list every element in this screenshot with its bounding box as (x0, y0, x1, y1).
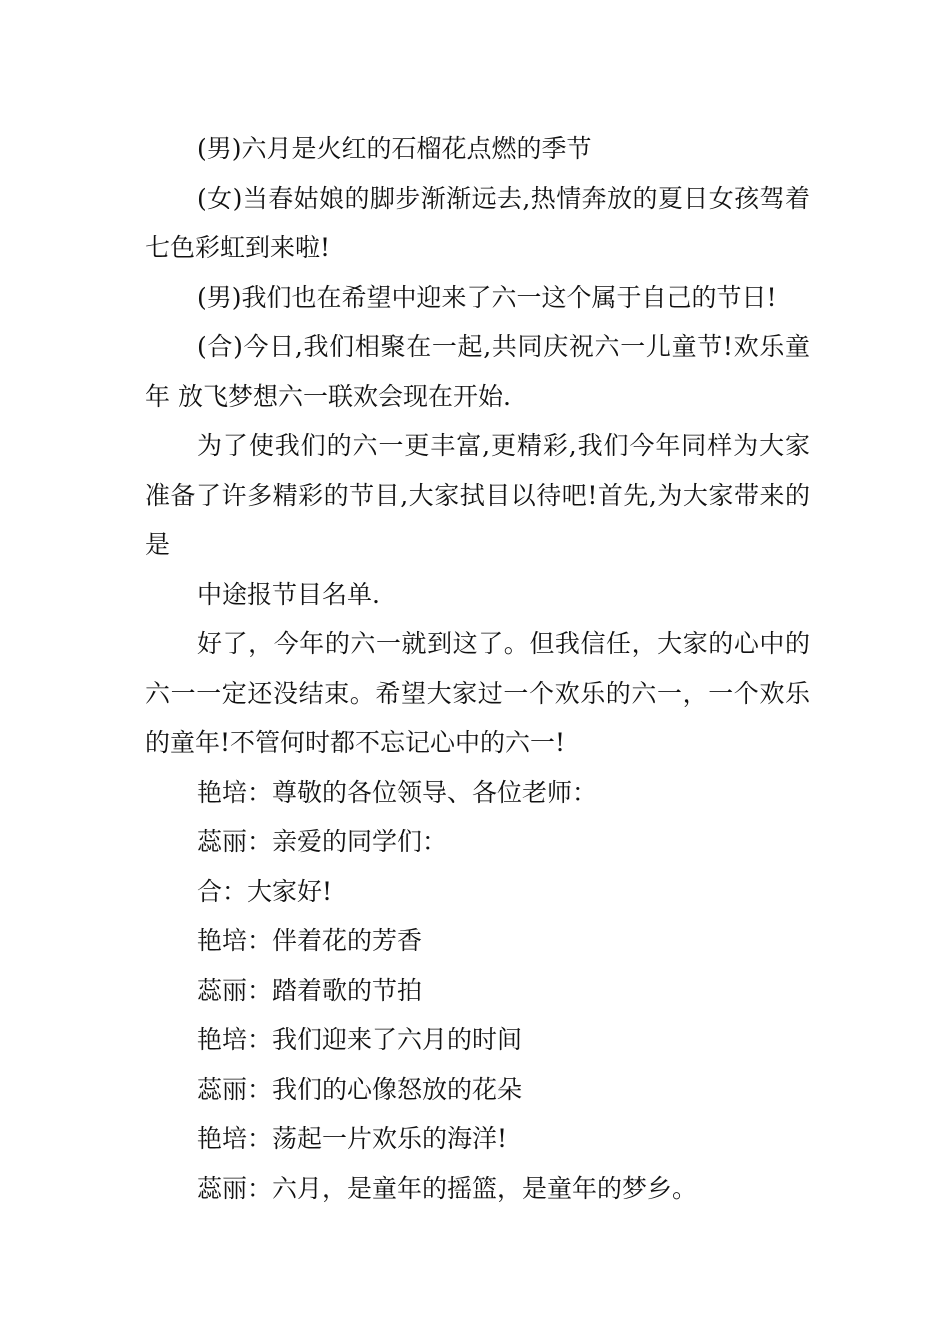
paragraph: (男)六月是火红的石榴花点燃的季节 (197, 134, 592, 163)
paragraph: 蕊丽：六月，是童年的摇篮，是童年的梦乡。 (197, 1173, 698, 1203)
paragraph: 蕊丽：亲爱的同学们： (197, 827, 448, 856)
paragraph: (男)我们也在希望中迎来了六一这个属于自己的节日! (197, 282, 777, 312)
paragraph: (女)当春姑娘的脚步渐渐远去,热情奔放的夏日女孩驾着七色彩虹到来啦! (145, 183, 810, 262)
paragraph: 为了使我们的六一更丰富,更精彩,我们今年同样为大家准备了许多精彩的节目,大家拭目以待吧!首先,为大家带来的是 (145, 431, 810, 559)
paragraph: 中途报节目名单. (197, 579, 380, 609)
paragraph: 艳培：尊敬的各位领导、各位老师： (197, 777, 598, 807)
paragraph: 好了，今年的六一就到这了。但我信任，大家的心中的六一一定还没结束。希望大家过一个欢乐的六一，一个欢乐的童年!不管何时都不忘记心中的六一! (145, 629, 810, 757)
paragraph: 蕊丽：我们的心像怒放的花朵 (197, 1074, 523, 1104)
paragraph: (合)今日,我们相聚在一起,共同庆祝六一儿童节!欢乐童年 放飞梦想六一联欢会现在开始. (145, 332, 810, 411)
paragraph: 艳培：我们迎来了六月的时间 (197, 1025, 523, 1054)
paragraph: 艳培：荡起一片欢乐的海洋! (197, 1124, 508, 1153)
paragraph: 合：大家好! (197, 876, 333, 906)
paragraph: 蕊丽：踏着歌的节拍 (197, 975, 423, 1005)
document-body (145, 124, 810, 1213)
paragraph: 艳培：伴着花的芳香 (197, 926, 423, 955)
